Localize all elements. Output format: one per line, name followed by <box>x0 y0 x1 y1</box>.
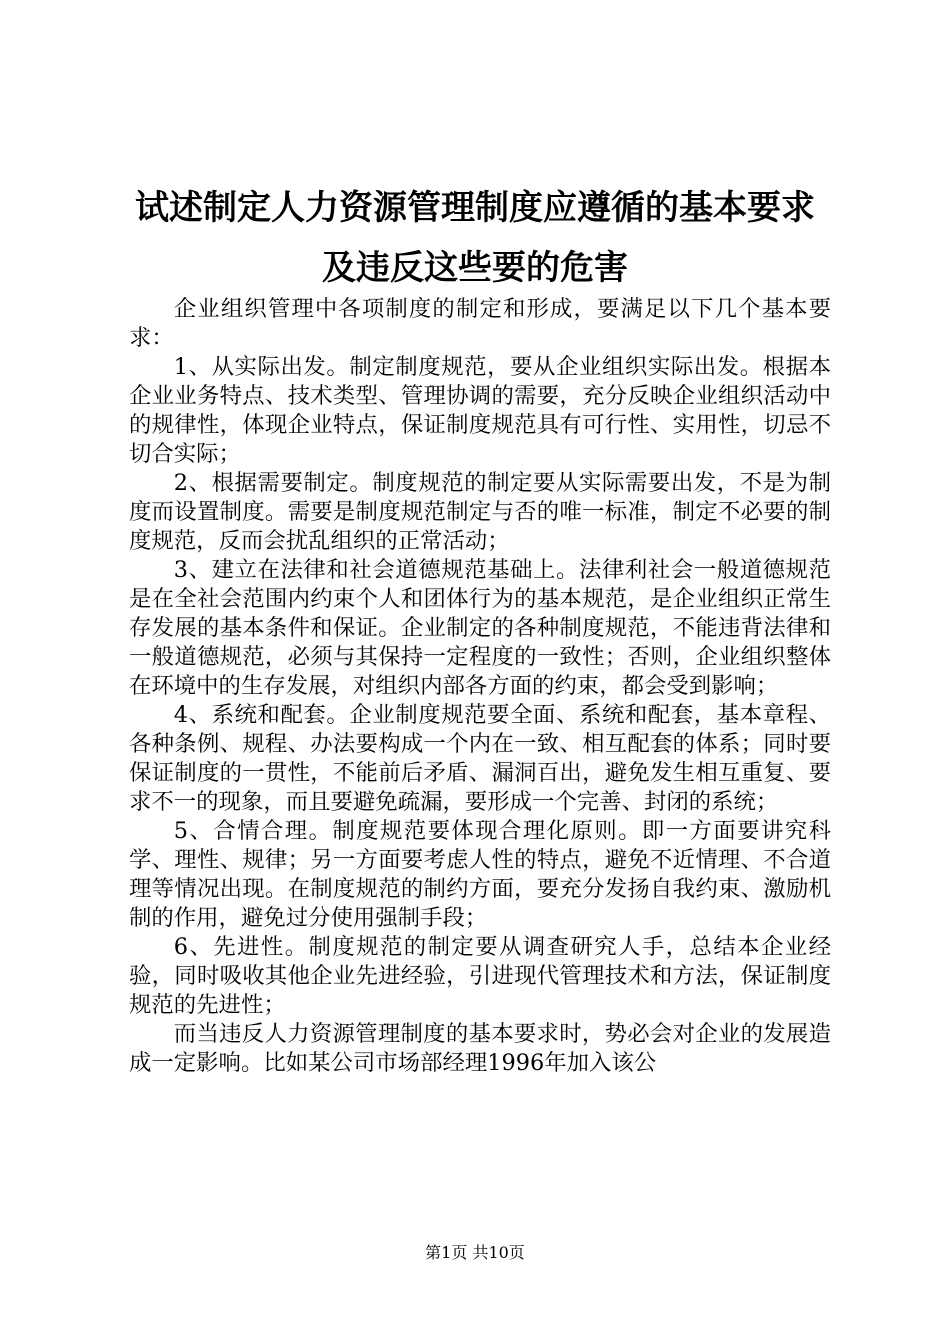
paragraph-requirement-2: 2、根据需要制定。制度规范的制定要从实际需要出发，不是为制度而设置制度。需要是制度规范制定与否的唯一标准，制定不必要的制度规范，反而会扰乱组织的正常活动； <box>129 470 831 554</box>
document-body <box>129 295 831 1078</box>
paragraph-requirement-1: 1、从实际出发。制定制度规范，要从企业组织实际出发。根据本企业业务特点、技术类型、管理协调的需要，充分反映企业组织活动中的规律性，体现企业特点，保证制度规范具有可行性、实用性，切忌不切合实际； <box>129 354 831 467</box>
page-number-footer: 第1页 共10页 <box>425 1243 525 1262</box>
document-title-line-2: 及违反这些要的危害 <box>322 248 628 288</box>
paragraph-requirement-6: 6、先进性。制度规范的制定要从调查研究人手，总结本企业经验，同时吸收其他企业先进经验，引进现代管理技术和方法，保证制度规范的先进性； <box>129 934 831 1018</box>
paragraph-intro: 企业组织管理中各项制度的制定和形成，要满足以下几个基本要求： <box>129 296 831 351</box>
paragraph-consequences: 而当违反人力资源管理制度的基本要求时，势必会对企业的发展造成一定影响。比如某公司市场部经理1996年加入该公 <box>129 1021 831 1076</box>
paragraph-requirement-4: 4、系统和配套。企业制度规范要全面、系统和配套，基本章程、各种条例、规程、办法要构成一个内在一致、相互配套的体系；同时要保证制度的一贯性，不能前后矛盾、漏洞百出，避免发生相互重复、要求不一的现象，而且要避免疏漏，要形成一个完善、封闭的系统； <box>129 702 831 815</box>
document-title-line-1: 试述制定人力资源管理制度应遵循的基本要求 <box>135 188 815 228</box>
paragraph-requirement-3: 3、建立在法律和社会道德规范基础上。法律利社会一般道德规范是在全社会范围内约束个人和团体行为的基本规范，是企业组织正常生存发展的基本条件和保证。企业制定的各种制度规范，不能违背法律和一般道德规范，必须与其保持一定程度的一致性；否则，企业组织整体在环境中的生存发展，对组织内部各方面的约束，都会受到影响； <box>129 557 831 699</box>
paragraph-requirement-5: 5、合情合理。制度规范要体现合理化原则。即一方面要讲究科学、理性、规律；另一方面要考虑人性的特点，避免不近情理、不合道理等情况出现。在制度规范的制约方面，要充分发扬自我约束、激励机制的作用，避免过分使用强制手段； <box>129 818 831 931</box>
